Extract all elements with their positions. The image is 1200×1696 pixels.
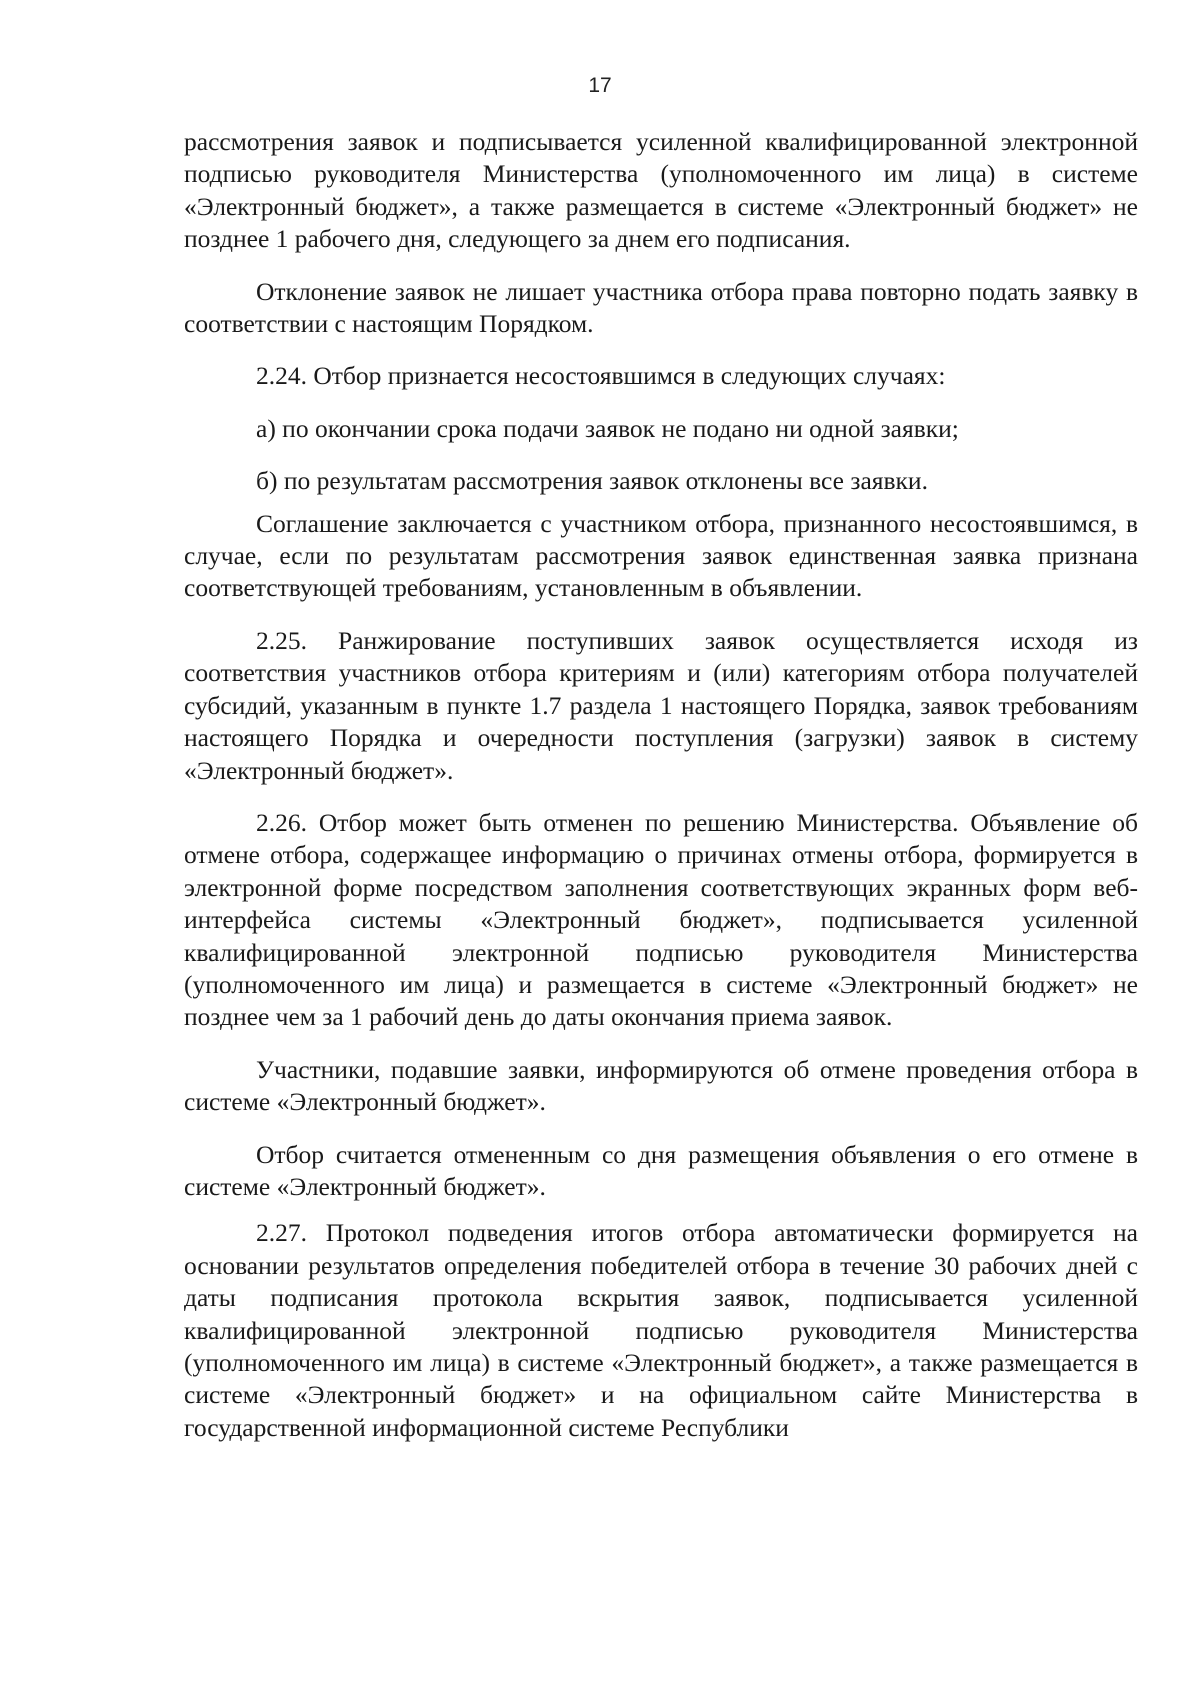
document-body: [184, 126, 1138, 1444]
paragraph-2-26: 2.26. Отбор может быть отменен по решению Министерства. Объявление об отмене отбора, содержащее информацию о причинах отмены отбора, формируется в электронной форме посредством заполнения соответствующих экранных форм веб-интерфейса системы «Электронный бюджет», подписывается усиленной квалифицированной электронной подписью руководителя Министерства (уполномоченного им лица) и размещается в системе «Электронный бюджет» не позднее чем за 1 рабочий день до даты окончания приема заявок.: [184, 807, 1138, 1032]
paragraph-continuation: рассмотрения заявок и подписывается усиленной квалифицированной электронной подписью руководителя Министерства (уполномоченного им лица) в системе «Электронный бюджет», а также размещается в системе «Электронный бюджет» не позднее 1 рабочего дня, следующего за днем его подписания.: [184, 127, 1138, 254]
paragraph-cancellation-effective: Отбор считается отмененным со дня размещения объявления о его отмене в системе «Электронный бюджет».: [184, 1139, 1138, 1201]
paragraph-agreement: Соглашение заключается с участником отбора, признанного несостоявшимся, в случае, если по результатам рассмотрения заявок единственная заявка признана соответствующей требованиям, установленным в объявлении.: [184, 508, 1138, 603]
paragraph-participants-informed: Участники, подавшие заявки, информируются об отмене проведения отбора в системе «Электронный бюджет».: [184, 1054, 1138, 1117]
paragraph-2-24-a: а) по окончании срока подачи заявок не подано ни одной заявки;: [256, 413, 959, 443]
paragraph-2-27: 2.27. Протокол подведения итогов отбора автоматически формируется на основании результатов определения победителей отбора в течение 30 рабочих дней с даты подписания протокола вскрытия заявок, подписывается усиленной квалифицированной электронной подписью руководителя Министерства (уполномоченного им лица) в системе «Электронный бюджет», а также размещается в системе «Электронный бюджет» и на официальном сайте Министерства в государственной информационной системе Республики: [184, 1218, 1138, 1442]
paragraph-2-25: 2.25. Ранжирование поступивших заявок осуществляется исходя из соответствия участников отбора критериям и (или) категориям отбора получателей субсидий, указанным в пункте 1.7 раздела 1 настоящего Порядка, заявок требованиям настоящего Порядка и очередности поступления (загрузки) заявок в систему «Электронный бюджет».: [184, 625, 1138, 785]
paragraph-rejection-note: Отклонение заявок не лишает участника отбора права повторно подать заявку в соответствии с настоящим Порядком.: [184, 276, 1138, 339]
paragraph-2-24: 2.24. Отбор признается несостоявшимся в следующих случаях:: [256, 361, 946, 391]
paragraph-2-24-b: б) по результатам рассмотрения заявок отклонены все заявки.: [256, 466, 928, 496]
page-number: 17: [588, 74, 612, 97]
